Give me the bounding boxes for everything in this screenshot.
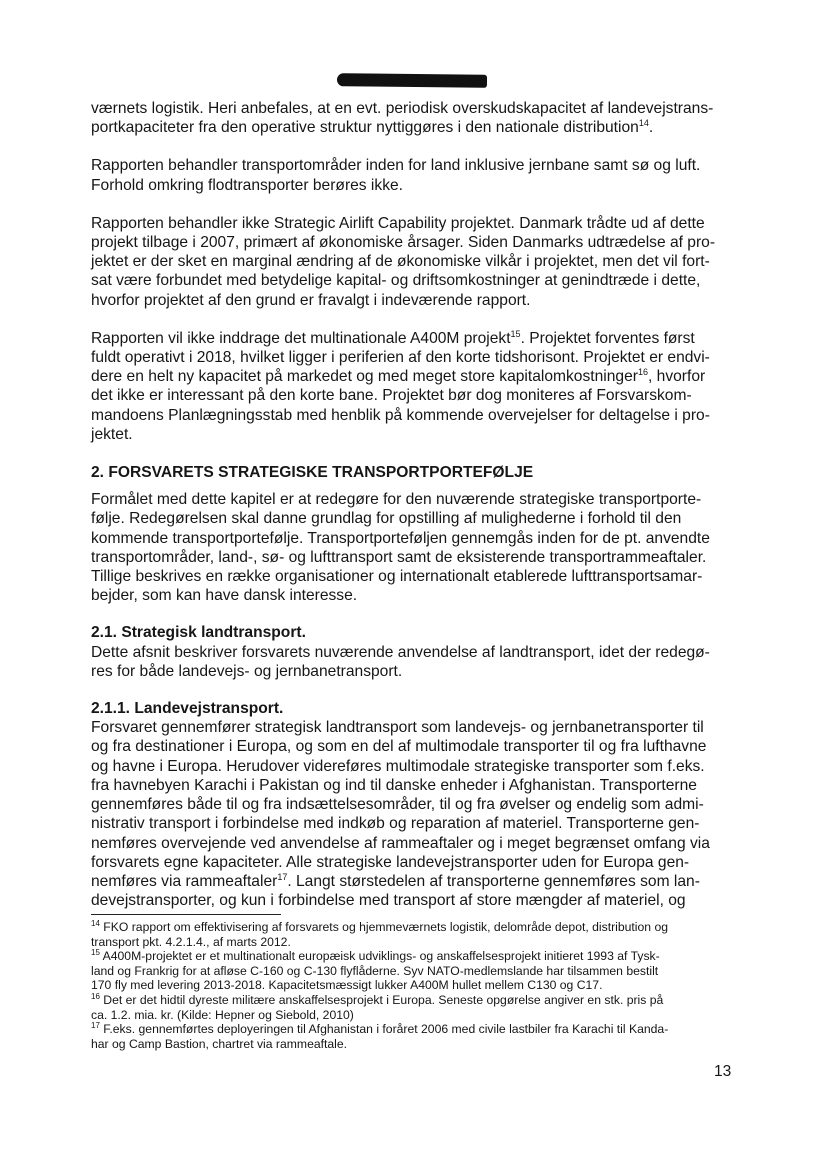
footnote-number: 15 [91, 948, 100, 958]
paragraph-road-transport [91, 718, 736, 910]
text-segment: nemføres via rammeaftaler [91, 872, 278, 890]
footnote-number: 14 [91, 919, 100, 928]
text-line: hvorfor projektet af den grund er fravalgt i indeværende rapport. [91, 291, 531, 309]
text-segment: . Projektet forventes først [520, 329, 695, 347]
text-line [91, 993, 736, 1008]
paragraph-portfolio [91, 490, 736, 605]
text-segment: A400M-projektet er et multinationalt europæisk udviklings- og anskaffelsesprojekt initieret 1993 af Tysk- [99, 949, 660, 964]
text-line [91, 367, 736, 386]
document-body [91, 99, 736, 918]
page-number: 13 [714, 1063, 732, 1080]
text-line: og fra destinationer i Europa, og som en del af multimodale transporter til og fra lufthavne [91, 738, 707, 756]
text-line [91, 872, 736, 891]
paragraph-sac [91, 214, 736, 310]
section-heading-2-1-1: 2.1.1. Landevejstransport. [91, 700, 284, 718]
section-heading-2-1: 2.1. Strategisk landtransport. [91, 624, 306, 642]
footnote-ref-15[interactable]: 15 [510, 328, 521, 339]
text-line: mandoens Planlægningsstab med henblik på kommende overvejelser for deltagelse i pro- [91, 406, 710, 424]
text-line: følje. Redegørelsen skal danne grundlag for opstilling af mulighederne i forhold til den [91, 510, 682, 528]
footnote-14 [91, 920, 736, 949]
text-line: værnets logistik. Heri anbefales, at en evt. periodisk overskudskapacitet af landevejstrans- [91, 100, 714, 117]
text-line: land og Frankrig for at afløse C-160 og C-130 flyflåderne. Syv NATO-medlemslande har tilsammen bestilt [91, 963, 659, 978]
text-line: nistrativ transport i forbindelse med indkøb og reparation af materiel. Transporterne gen- [91, 815, 700, 833]
section-heading-2: 2. FORSVARETS STRATEGISKE TRANSPORTPORTEFØLJE [91, 464, 534, 482]
text-line: kommende transportportefølje. Transportporteføljen gennemgås inden for de pt. anvendte [91, 529, 710, 547]
redaction-mark [337, 73, 487, 88]
text-line: transport pkt. 4.2.1.4., af marts 2012. [91, 934, 291, 949]
text-line: devejstransporter, og kun i forbindelse med transport af store mængder af materiel, og [91, 892, 686, 910]
text-line: ca. 1.2. mia. kr. (Kilde: Hepner og Siebold, 2010) [91, 1007, 354, 1022]
text-line: forsvarets egne kapaciteter. Alle strategiske landevejstransporter uden for Europa gen- [91, 853, 690, 871]
text-line: fuldt operativt i 2018, hvilket ligger i periferien af den korte tidshorisont. Projektet er endvi- [91, 349, 710, 367]
text-line: Dette afsnit beskriver forsvarets nuværende anvendelse af landtransport, idet der redegø- [91, 643, 710, 661]
text-line: Rapporten behandler ikke Strategic Airlift Capability projektet. Danmark trådte ud af dette [91, 214, 705, 232]
text-line [91, 329, 736, 348]
footnote-number: 17 [91, 1021, 100, 1031]
text-segment: F.eks. gennemførtes deployeringen til Afghanistan i foråret 2006 med civile lastbiler fra Karachi til Kanda- [99, 1022, 669, 1037]
paragraph-transport-areas [91, 156, 736, 194]
text-line: Formålet med dette kapitel er at redegøre for den nuværende strategiske transportporte- [91, 491, 702, 509]
text-segment: , hvorfor [647, 368, 706, 386]
text-line: projekt tilbage i 2007, primært af økonomiske årsager. Siden Danmarks udtrædelse af pro- [91, 234, 716, 252]
text-line: har og Camp Bastion, chartret via rammeaftale. [91, 1036, 348, 1051]
text-line [91, 118, 736, 137]
footnote-number: 16 [91, 991, 100, 1001]
text-line: 170 fly med levering 2013-2018. Kapacitetsmæssigt lukker A400M hullet mellem C130 og C17. [91, 978, 603, 993]
text-line: og havne i Europa. Herudover videreføres multimodale strategiske transporter som f.eks. [91, 757, 705, 775]
text-line: jektet er der sket en marginal ændring af de økonomiske vilkår i projektet, men det vil fort- [91, 253, 710, 271]
footnote-17 [91, 1022, 736, 1051]
text-line: det ikke er interessant på den korte bane. Projektet bør dog moniteres af Forsvarskom- [91, 387, 692, 405]
footnote-ref-16[interactable]: 16 [637, 367, 648, 378]
text-segment: Det er det hidtil dyreste militære anskaffelsesprojekt i Europa. Seneste opgørelse angiver en stk. pris på [99, 992, 664, 1007]
text-segment: FKO rapport om effektivisering af forsvarets og hjemmeværnets logistik, delområde depot, distribution og [99, 920, 669, 934]
text-segment: Rapporten vil ikke inddrage det multinationale A400M projekt [91, 329, 511, 347]
paragraph-landtransport [91, 643, 736, 681]
text-line: res for både landevejs- og jernbanetransport. [91, 662, 403, 680]
paragraph-a400m [91, 329, 736, 444]
footnote-ref-14[interactable]: 14 [638, 118, 649, 129]
text-line: sat være forbundet med betydelige kapital- og driftsomkostninger at genindtræde i dette, [91, 272, 701, 290]
text-line [91, 1022, 736, 1037]
text-line: bejder, som kan have dansk interesse. [91, 587, 358, 605]
footnotes [91, 920, 736, 1051]
text-line: fra havnebyen Karachi i Pakistan og ind til danske enheder i Afghanistan. Transporterne [91, 776, 697, 794]
text-line: transportområder, land-, sø- og lufttransport samt de eksisterende transportrammeaftaler. [91, 548, 707, 566]
text-segment: portkapaciteter fra den operative struktur nyttiggøres i den nationale distribution [91, 119, 639, 137]
footnote-15 [91, 949, 736, 993]
text-segment: dere en helt ny kapacitet på markedet og med meget store kapitalomkostninger [91, 368, 638, 386]
text-line: Rapporten behandler transportområder inden for land inklusive jernbane samt sø og luft. [91, 157, 701, 175]
text-line: Forhold omkring flodtransporter berøres ikke. [91, 176, 403, 194]
text-line: nemføres overvejende ved anvendelse af rammeaftaler og i meget begrænset omfang via [91, 834, 710, 852]
text-line [91, 949, 736, 964]
text-line: gennemføres både til og fra indsættelsesområder, til og fra øvelser og endelig som admi- [91, 796, 704, 814]
paragraph-logistics [91, 99, 736, 137]
text-line: Forsvaret gennemfører strategisk landtransport som landevejs- og jernbanetransporter til [91, 719, 704, 737]
text-segment: . [648, 119, 654, 137]
footnote-16 [91, 993, 736, 1022]
footnote-ref-17[interactable]: 17 [277, 871, 288, 882]
text-segment: . Langt størstedelen af transporterne gennemføres som lan- [287, 872, 700, 890]
text-line: jektet. [91, 425, 133, 443]
footnote-separator [91, 914, 281, 915]
text-line [91, 920, 736, 935]
text-line: Tillige beskrives en række organisationer og internationalt etablerede lufttransportsamar- [91, 568, 703, 586]
